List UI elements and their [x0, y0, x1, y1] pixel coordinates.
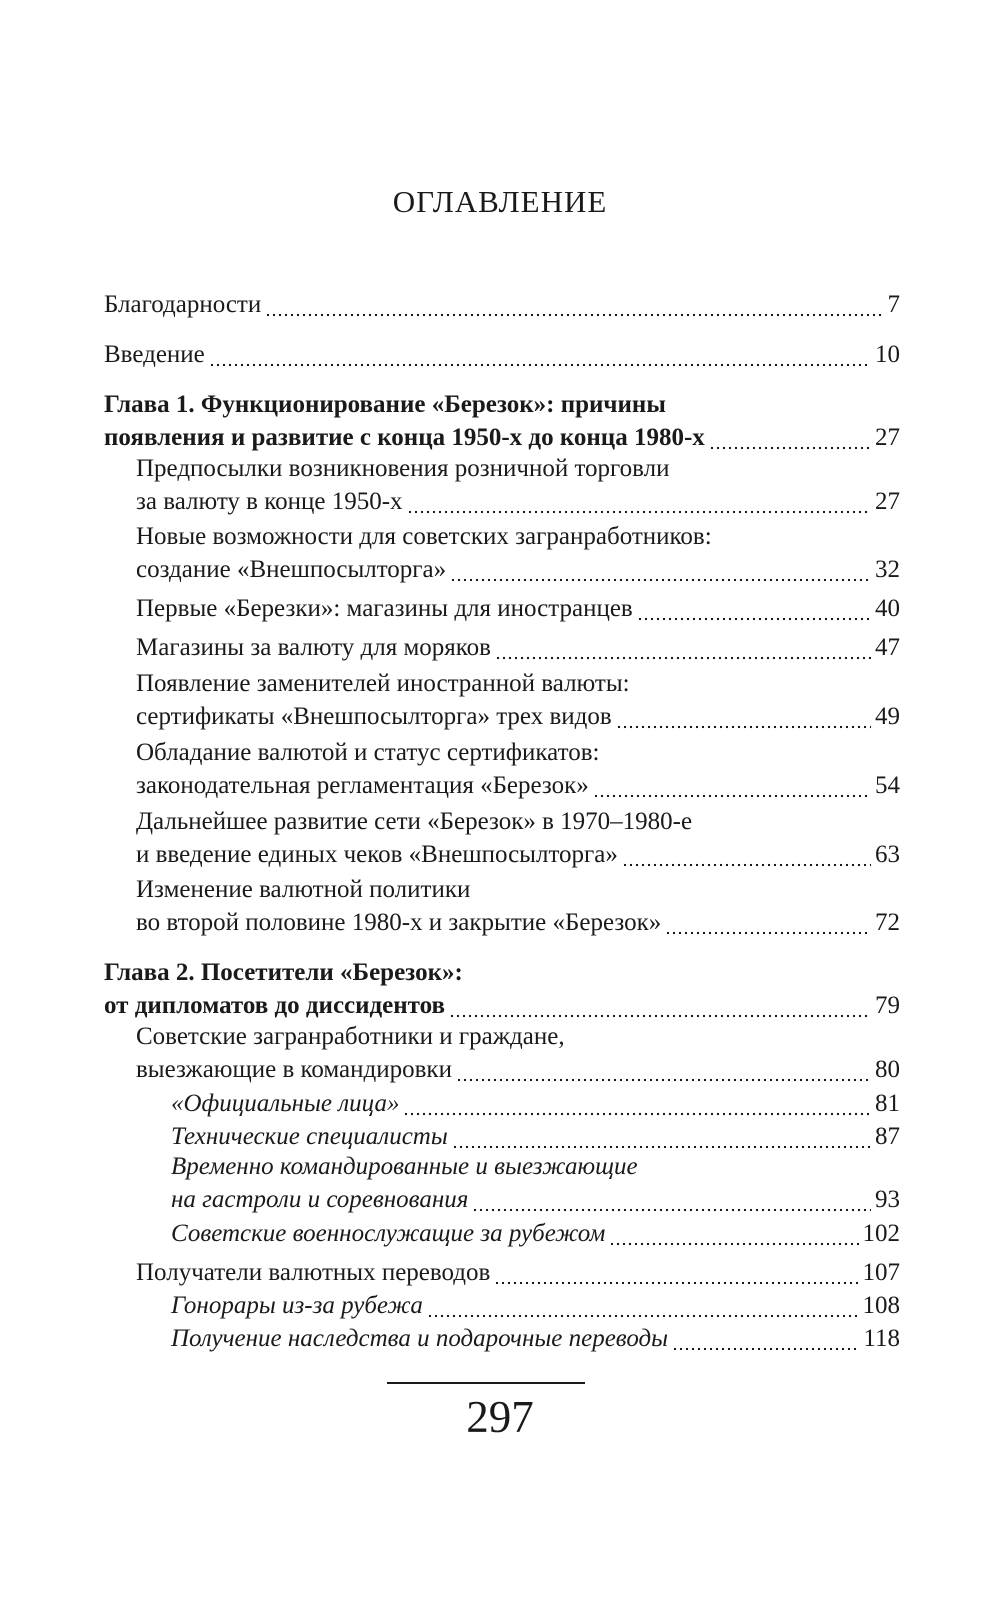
dot-leader	[450, 553, 871, 586]
toc-entry-title: Получение наследства и подарочные переводы	[171, 1325, 669, 1352]
toc-entry-line	[136, 592, 900, 625]
toc-entry-title-line1: Глава 2. Посетители «Березок»:	[104, 959, 463, 986]
toc-entry-line	[136, 1053, 900, 1086]
footer-rule	[387, 1382, 585, 1384]
dot-leader	[616, 700, 871, 733]
dot-leader	[665, 906, 871, 939]
dot-leader	[622, 838, 871, 871]
page-number: 297	[466, 1392, 534, 1442]
toc-page-number: 47	[875, 634, 900, 661]
dot-leader	[452, 1120, 871, 1153]
dot-leader	[593, 769, 871, 802]
toc-entry-title-line1: Новые возможности для советских загранработников:	[136, 523, 712, 550]
toc-page-number: 107	[862, 1259, 900, 1286]
toc-entry-line	[136, 1256, 900, 1289]
toc-page-number: 80	[875, 1056, 900, 1083]
toc-entry-line	[104, 989, 900, 1022]
toc-entry-title: Гонорары из-за рубежа	[171, 1292, 423, 1319]
toc-entry-title: от дипломатов до диссидентов	[104, 992, 446, 1019]
dot-leader	[427, 1289, 859, 1322]
dot-leader	[494, 1256, 858, 1289]
toc-entry-line	[104, 421, 900, 454]
toc-page-number: 27	[875, 424, 900, 451]
dot-leader	[709, 421, 871, 454]
toc-entry-line	[171, 1087, 900, 1120]
toc-entry-title-line1: Советские загранработники и граждане,	[136, 1023, 565, 1050]
toc-entry-title: и введение единых чеков «Внешпосылторга»	[136, 841, 618, 868]
toc-entry-line	[171, 1322, 900, 1355]
toc-entry-title: на гастроли и соревнования	[171, 1186, 469, 1213]
toc-entry-title: Введение	[104, 341, 205, 368]
toc-entry-title-line1: Временно командированные и выезжающие	[171, 1153, 638, 1180]
toc-entry-title-line1: Глава 1. Функционирование «Березок»: причины	[104, 391, 666, 418]
toc-entry-line	[136, 769, 900, 802]
toc-entry-title: появления и развитие с конца 1950-х до конца 1980-х	[104, 424, 705, 451]
toc-page-number: 10	[875, 341, 900, 368]
toc-entry-line	[171, 1183, 900, 1216]
toc-page-number: 81	[875, 1090, 900, 1117]
toc-entry-title: законодательная регламентация «Березок»	[136, 772, 589, 799]
dot-leader	[495, 631, 871, 664]
toc-entry-title-line1: Обладание валютой и статус сертификатов:	[136, 739, 600, 766]
dot-leader	[609, 1217, 858, 1250]
toc-entry-line	[171, 1120, 900, 1153]
dot-leader	[265, 288, 883, 321]
toc-entry-line	[136, 700, 900, 733]
toc-entry-title-line1: Дальнейшее развитие сети «Березок» в 1970–1980-е	[136, 808, 693, 835]
toc-page-number: 54	[875, 772, 900, 799]
toc-entry-title: «Официальные лица»	[171, 1090, 400, 1117]
toc-page-number: 32	[875, 556, 900, 583]
toc-page-number: 40	[875, 595, 900, 622]
toc-page-number: 108	[862, 1292, 900, 1319]
dot-leader	[407, 485, 871, 518]
toc-entry-title: Получатели валютных переводов	[136, 1259, 491, 1286]
toc-entry-line	[136, 906, 900, 939]
dot-leader	[449, 989, 871, 1022]
toc-entry-title: сертификаты «Внешпосылторга» трех видов	[136, 703, 612, 730]
toc-entry-title: выезжающие в командировки	[136, 1056, 452, 1083]
toc-page-number: 87	[875, 1123, 900, 1150]
dot-leader	[672, 1322, 859, 1355]
toc-entry-title: создание «Внешпосылторга»	[136, 556, 447, 583]
toc-page-number: 93	[875, 1186, 900, 1213]
toc-page-number: 27	[875, 488, 900, 515]
toc-entry-line	[136, 838, 900, 871]
dot-leader	[403, 1087, 871, 1120]
toc-entry-line	[136, 485, 900, 518]
toc-entry-title-line1: Изменение валютной политики	[136, 876, 471, 903]
dot-leader	[456, 1053, 871, 1086]
toc-entry-line	[136, 631, 900, 664]
toc-entry-line	[104, 288, 900, 321]
toc-page-number: 118	[863, 1325, 900, 1352]
toc-entry-line	[171, 1217, 900, 1250]
toc-page-number: 49	[875, 703, 900, 730]
toc-entry-line	[171, 1289, 900, 1322]
toc-entry-title: во второй половине 1980-х и закрытие «Березок»	[136, 909, 662, 936]
toc-entry-title: Благодарности	[104, 291, 262, 318]
toc-entry-title: Магазины за валюту для моряков	[136, 634, 491, 661]
toc-entry-title: Технические специалисты	[171, 1123, 448, 1150]
page-title: ОГЛАВЛЕНИЕ	[392, 184, 608, 219]
toc-entry-line	[136, 553, 900, 586]
toc-entry-line	[104, 338, 900, 371]
dot-leader	[472, 1183, 871, 1216]
toc-page-number: 102	[862, 1220, 900, 1247]
toc-entry-title: за валюту в конце 1950-х	[136, 488, 403, 515]
toc-entry-title: Советские военнослужащие за рубежом	[171, 1220, 606, 1247]
dot-leader	[637, 592, 871, 625]
toc-entry-title-line1: Появление заменителей иностранной валюты:	[136, 670, 630, 697]
toc-page-number: 7	[887, 291, 900, 318]
toc-entry-title-line1: Предпосылки возникновения розничной торговли	[136, 455, 670, 482]
toc-page-number: 72	[875, 909, 900, 936]
dot-leader	[209, 338, 871, 371]
toc-page-number: 63	[875, 841, 900, 868]
toc-page-number: 79	[875, 992, 900, 1019]
toc-entry-title: Первые «Березки»: магазины для иностранцев	[136, 595, 633, 622]
